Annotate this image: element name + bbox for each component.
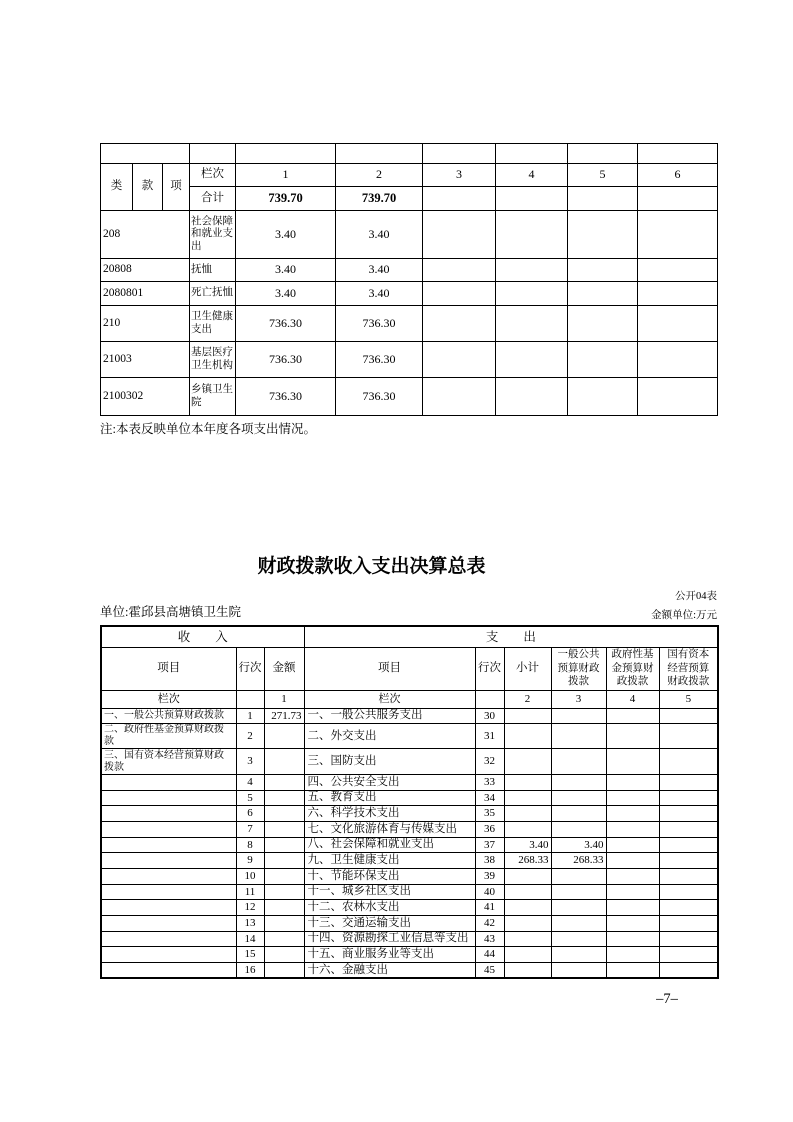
item-name-cell: 抚恤 [190, 259, 236, 282]
amount-cell [264, 915, 304, 931]
col-number: 1 [236, 164, 336, 187]
line-no-cell: 45 [475, 962, 504, 978]
line-no-cell: 35 [475, 806, 504, 822]
subtotal-cell [504, 900, 551, 916]
general-budget-cell [551, 931, 606, 947]
empty-cell [638, 187, 718, 211]
general-budget-cell [551, 749, 606, 775]
table-row [101, 378, 718, 416]
state-capital-cell [659, 822, 718, 838]
empty-cell [423, 306, 496, 342]
expenditure-breakdown-table [100, 143, 718, 416]
table-note: 注:本表反映单位本年度各项支出情况。 [100, 422, 316, 436]
amount-cell: 736.30 [336, 306, 423, 342]
amount-cell: 3.40 [236, 211, 336, 259]
gov-fund-cell [606, 915, 659, 931]
col-number: 3 [551, 690, 606, 708]
amount-cell [264, 822, 304, 838]
expense-item-cell: 十四、资源勘探工业信息等支出 [304, 931, 475, 947]
line-no-cell: 13 [236, 915, 264, 931]
empty-cell [496, 306, 568, 342]
income-item-header: 项目 [101, 647, 236, 690]
amount-cell [264, 962, 304, 978]
line-no-cell: 14 [236, 931, 264, 947]
item-name-cell: 死亡抚恤 [190, 282, 236, 306]
amount-cell [264, 947, 304, 963]
income-item-cell [101, 915, 236, 931]
income-item-cell [101, 900, 236, 916]
line-no-cell: 9 [236, 853, 264, 869]
amount-unit: 金额单位:万元 [651, 610, 717, 621]
line-no-cell: 2 [236, 724, 264, 749]
subtotal-cell [504, 915, 551, 931]
table-row [101, 708, 718, 724]
line-no-cell: 1 [236, 708, 264, 724]
amount-cell: 736.30 [336, 342, 423, 378]
line-no-cell: 16 [236, 962, 264, 978]
empty-cell [496, 378, 568, 416]
line-no-cell: 38 [475, 853, 504, 869]
table-row [101, 822, 718, 838]
code-cell: 2080801 [101, 282, 190, 306]
empty-cell [496, 144, 568, 164]
code-cell: 208 [101, 211, 190, 259]
empty-cell [568, 144, 638, 164]
col-header-kuan: 款 [133, 164, 163, 211]
empty-cell [638, 144, 718, 164]
table-row [101, 947, 718, 963]
empty-cell [638, 378, 718, 416]
state-capital-cell [659, 806, 718, 822]
line-no-cell: 34 [475, 790, 504, 806]
subtotal-cell: 3.40 [504, 837, 551, 853]
line-no-cell: 30 [475, 708, 504, 724]
gov-fund-cell [606, 947, 659, 963]
expense-item-cell: 二、外交支出 [304, 724, 475, 749]
general-budget-cell [551, 868, 606, 884]
empty-cell [423, 259, 496, 282]
table-row [101, 884, 718, 900]
subtotal-cell [504, 806, 551, 822]
expense-item-cell: 十二、农林水支出 [304, 900, 475, 916]
empty-cell [496, 259, 568, 282]
line-no-cell: 11 [236, 884, 264, 900]
empty-cell [336, 144, 423, 164]
amount-cell [264, 790, 304, 806]
line-no-cell: 31 [475, 724, 504, 749]
general-budget-cell [551, 775, 606, 791]
expense-item-cell: 五、教育支出 [304, 790, 475, 806]
expense-item-header: 项目 [304, 647, 475, 690]
empty-cell [568, 187, 638, 211]
col-header-lanci: 栏次 [190, 164, 236, 187]
income-item-cell [101, 868, 236, 884]
general-budget-cell [551, 884, 606, 900]
empty-cell [638, 259, 718, 282]
income-amount-header: 金额 [264, 647, 304, 690]
line-no-cell: 4 [236, 775, 264, 791]
amount-cell: 3.40 [336, 259, 423, 282]
unit-name: 单位:霍邱县高塘镇卫生院 [100, 605, 241, 619]
code-cell: 210 [101, 306, 190, 342]
empty-cell [475, 690, 504, 708]
empty-cell [423, 342, 496, 378]
state-capital-cell [659, 884, 718, 900]
expense-item-cell: 十三、交通运输支出 [304, 915, 475, 931]
table-row [101, 915, 718, 931]
state-capital-header: 国有资本经营预算财政拨款 [659, 647, 718, 690]
expense-section-header: 支 出 [304, 626, 718, 647]
empty-cell [638, 342, 718, 378]
amount-cell [264, 868, 304, 884]
state-capital-cell [659, 900, 718, 916]
empty-cell [496, 282, 568, 306]
fiscal-summary-table [100, 625, 719, 979]
col-number: 1 [264, 690, 304, 708]
empty-cell [638, 306, 718, 342]
amount-cell: 3.40 [236, 282, 336, 306]
col-header-xiang: 项 [163, 164, 190, 211]
gov-fund-cell [606, 749, 659, 775]
income-item-cell: 二、政府性基金预算财政拨款 [101, 724, 236, 749]
total-amount: 739.70 [336, 187, 423, 211]
income-item-cell [101, 884, 236, 900]
income-item-cell: 三、国有资本经营预算财政拨款 [101, 749, 236, 775]
line-no-cell: 39 [475, 868, 504, 884]
gov-fund-cell [606, 868, 659, 884]
general-budget-cell [551, 790, 606, 806]
table-row [101, 790, 718, 806]
line-no-cell: 42 [475, 915, 504, 931]
income-line-header: 行次 [236, 647, 264, 690]
code-cell: 20808 [101, 259, 190, 282]
gov-fund-cell [606, 806, 659, 822]
table-row [101, 837, 718, 853]
table-row [101, 931, 718, 947]
page-number: –7– [656, 991, 678, 1007]
gov-fund-cell [606, 931, 659, 947]
amount-cell [264, 931, 304, 947]
line-no-cell: 8 [236, 837, 264, 853]
subtotal-cell [504, 868, 551, 884]
total-row [101, 187, 718, 211]
general-budget-cell [551, 806, 606, 822]
lanci-label: 栏次 [304, 690, 475, 708]
empty-cell [568, 306, 638, 342]
line-no-cell: 43 [475, 931, 504, 947]
state-capital-cell [659, 931, 718, 947]
table-row [101, 724, 718, 749]
state-capital-cell [659, 947, 718, 963]
general-budget-cell [551, 724, 606, 749]
empty-cell [568, 378, 638, 416]
income-item-cell [101, 931, 236, 947]
state-capital-cell [659, 775, 718, 791]
lanci-label: 栏次 [101, 690, 236, 708]
income-section-header: 收 入 [101, 626, 304, 647]
income-item-cell: 一、一般公共预算财政拨款 [101, 708, 236, 724]
income-item-cell [101, 806, 236, 822]
amount-cell [264, 900, 304, 916]
table-row [101, 342, 718, 378]
income-item-cell [101, 837, 236, 853]
table-row [101, 144, 718, 164]
empty-cell [496, 342, 568, 378]
amount-cell: 3.40 [236, 259, 336, 282]
col-header-class: 类 [101, 164, 133, 211]
amount-cell [264, 775, 304, 791]
state-capital-cell [659, 962, 718, 978]
subtotal-cell [504, 931, 551, 947]
expense-item-cell: 十、节能环保支出 [304, 868, 475, 884]
empty-cell [496, 187, 568, 211]
state-capital-cell [659, 868, 718, 884]
state-capital-cell [659, 708, 718, 724]
table-row [101, 868, 718, 884]
line-no-cell: 3 [236, 749, 264, 775]
gov-fund-cell [606, 853, 659, 869]
empty-cell [568, 211, 638, 259]
general-budget-cell [551, 822, 606, 838]
gov-fund-cell [606, 884, 659, 900]
gov-fund-cell [606, 900, 659, 916]
subtotal-cell [504, 947, 551, 963]
item-name-cell: 社会保障和就业支出 [190, 211, 236, 259]
expense-item-cell: 十五、商业服务业等支出 [304, 947, 475, 963]
amount-cell [264, 724, 304, 749]
general-budget-cell: 268.33 [551, 853, 606, 869]
table-row [101, 749, 718, 775]
amount-cell [264, 806, 304, 822]
expense-item-cell: 十一、城乡社区支出 [304, 884, 475, 900]
expense-item-cell: 八、社会保障和就业支出 [304, 837, 475, 853]
col-number: 2 [504, 690, 551, 708]
gov-fund-cell [606, 790, 659, 806]
general-budget-cell: 3.40 [551, 837, 606, 853]
col-number: 4 [496, 164, 568, 187]
col-number: 6 [638, 164, 718, 187]
gov-fund-header: 政府性基金预算财政拨款 [606, 647, 659, 690]
line-no-cell: 36 [475, 822, 504, 838]
expense-item-cell: 七、文化旅游体育与传媒支出 [304, 822, 475, 838]
subtotal-cell [504, 724, 551, 749]
state-capital-cell [659, 915, 718, 931]
line-no-cell: 12 [236, 900, 264, 916]
table-row [101, 259, 718, 282]
amount-cell: 3.40 [336, 211, 423, 259]
empty-cell [423, 187, 496, 211]
line-no-cell: 41 [475, 900, 504, 916]
empty-cell [638, 282, 718, 306]
table-row [101, 282, 718, 306]
empty-cell [423, 144, 496, 164]
income-item-cell [101, 947, 236, 963]
amount-cell: 736.30 [336, 378, 423, 416]
lanci-row [101, 690, 718, 708]
col-number: 3 [423, 164, 496, 187]
amount-cell [264, 884, 304, 900]
line-no-cell: 33 [475, 775, 504, 791]
income-item-cell [101, 775, 236, 791]
gov-fund-cell [606, 724, 659, 749]
gov-fund-cell [606, 822, 659, 838]
subtotal-cell [504, 962, 551, 978]
section-header-row [101, 626, 718, 647]
empty-cell [236, 144, 336, 164]
state-capital-cell [659, 853, 718, 869]
state-capital-cell [659, 749, 718, 775]
subtotal-cell [504, 775, 551, 791]
subtotal-cell: 268.33 [504, 853, 551, 869]
table-row [101, 306, 718, 342]
line-no-cell: 7 [236, 822, 264, 838]
col-number: 2 [336, 164, 423, 187]
amount-cell [264, 749, 304, 775]
amount-cell: 736.30 [236, 342, 336, 378]
line-no-cell: 5 [236, 790, 264, 806]
form-code: 公开04表 [675, 591, 717, 602]
code-cell: 21003 [101, 342, 190, 378]
total-label: 合计 [190, 187, 236, 211]
line-no-cell: 32 [475, 749, 504, 775]
amount-cell: 271.73 [264, 708, 304, 724]
col-number: 5 [568, 164, 638, 187]
item-name-cell: 卫生健康支出 [190, 306, 236, 342]
table-row [101, 900, 718, 916]
column-header-row [101, 647, 718, 690]
subtotal-cell [504, 749, 551, 775]
gov-fund-cell [606, 708, 659, 724]
general-budget-header: 一般公共预算财政拨款 [551, 647, 606, 690]
income-item-cell [101, 822, 236, 838]
subtotal-header: 小计 [504, 647, 551, 690]
line-no-cell: 15 [236, 947, 264, 963]
empty-cell [423, 378, 496, 416]
state-capital-cell [659, 724, 718, 749]
general-budget-cell [551, 962, 606, 978]
income-item-cell [101, 853, 236, 869]
subtotal-cell [504, 822, 551, 838]
line-no-cell: 37 [475, 837, 504, 853]
general-budget-cell [551, 947, 606, 963]
gov-fund-cell [606, 775, 659, 791]
state-capital-cell [659, 790, 718, 806]
line-no-cell: 40 [475, 884, 504, 900]
amount-cell [264, 837, 304, 853]
empty-cell [236, 690, 264, 708]
col-number: 5 [659, 690, 718, 708]
empty-cell [423, 282, 496, 306]
empty-cell [568, 282, 638, 306]
expense-line-header: 行次 [475, 647, 504, 690]
gov-fund-cell [606, 837, 659, 853]
empty-cell [101, 144, 190, 164]
item-name-cell: 基层医疗卫生机构 [190, 342, 236, 378]
table-row [101, 211, 718, 259]
subtotal-cell [504, 708, 551, 724]
empty-cell [638, 211, 718, 259]
amount-cell: 736.30 [236, 306, 336, 342]
line-no-cell: 10 [236, 868, 264, 884]
col-number: 4 [606, 690, 659, 708]
expense-item-cell: 六、科学技术支出 [304, 806, 475, 822]
expense-item-cell: 三、国防支出 [304, 749, 475, 775]
amount-cell: 3.40 [336, 282, 423, 306]
expense-item-cell: 四、公共安全支出 [304, 775, 475, 791]
subtotal-cell [504, 884, 551, 900]
table-row [101, 775, 718, 791]
amount-cell: 736.30 [236, 378, 336, 416]
general-budget-cell [551, 900, 606, 916]
gov-fund-cell [606, 962, 659, 978]
expense-item-cell: 九、卫生健康支出 [304, 853, 475, 869]
line-no-cell: 44 [475, 947, 504, 963]
table-row [101, 806, 718, 822]
empty-cell [423, 211, 496, 259]
empty-cell [190, 144, 236, 164]
subtotal-cell [504, 790, 551, 806]
empty-cell [496, 211, 568, 259]
report-title: 财政拨款收入支出决算总表 [257, 556, 486, 577]
expense-item-cell: 十六、金融支出 [304, 962, 475, 978]
total-amount: 739.70 [236, 187, 336, 211]
general-budget-cell [551, 708, 606, 724]
empty-cell [568, 259, 638, 282]
income-item-cell [101, 962, 236, 978]
amount-cell [264, 853, 304, 869]
item-name-cell: 乡镇卫生院 [190, 378, 236, 416]
code-cell: 2100302 [101, 378, 190, 416]
state-capital-cell [659, 837, 718, 853]
table-row [101, 962, 718, 978]
general-budget-cell [551, 915, 606, 931]
expense-item-cell: 一、一般公共服务支出 [304, 708, 475, 724]
empty-cell [568, 342, 638, 378]
header-row [101, 164, 718, 187]
line-no-cell: 6 [236, 806, 264, 822]
income-item-cell [101, 790, 236, 806]
table-row [101, 853, 718, 869]
